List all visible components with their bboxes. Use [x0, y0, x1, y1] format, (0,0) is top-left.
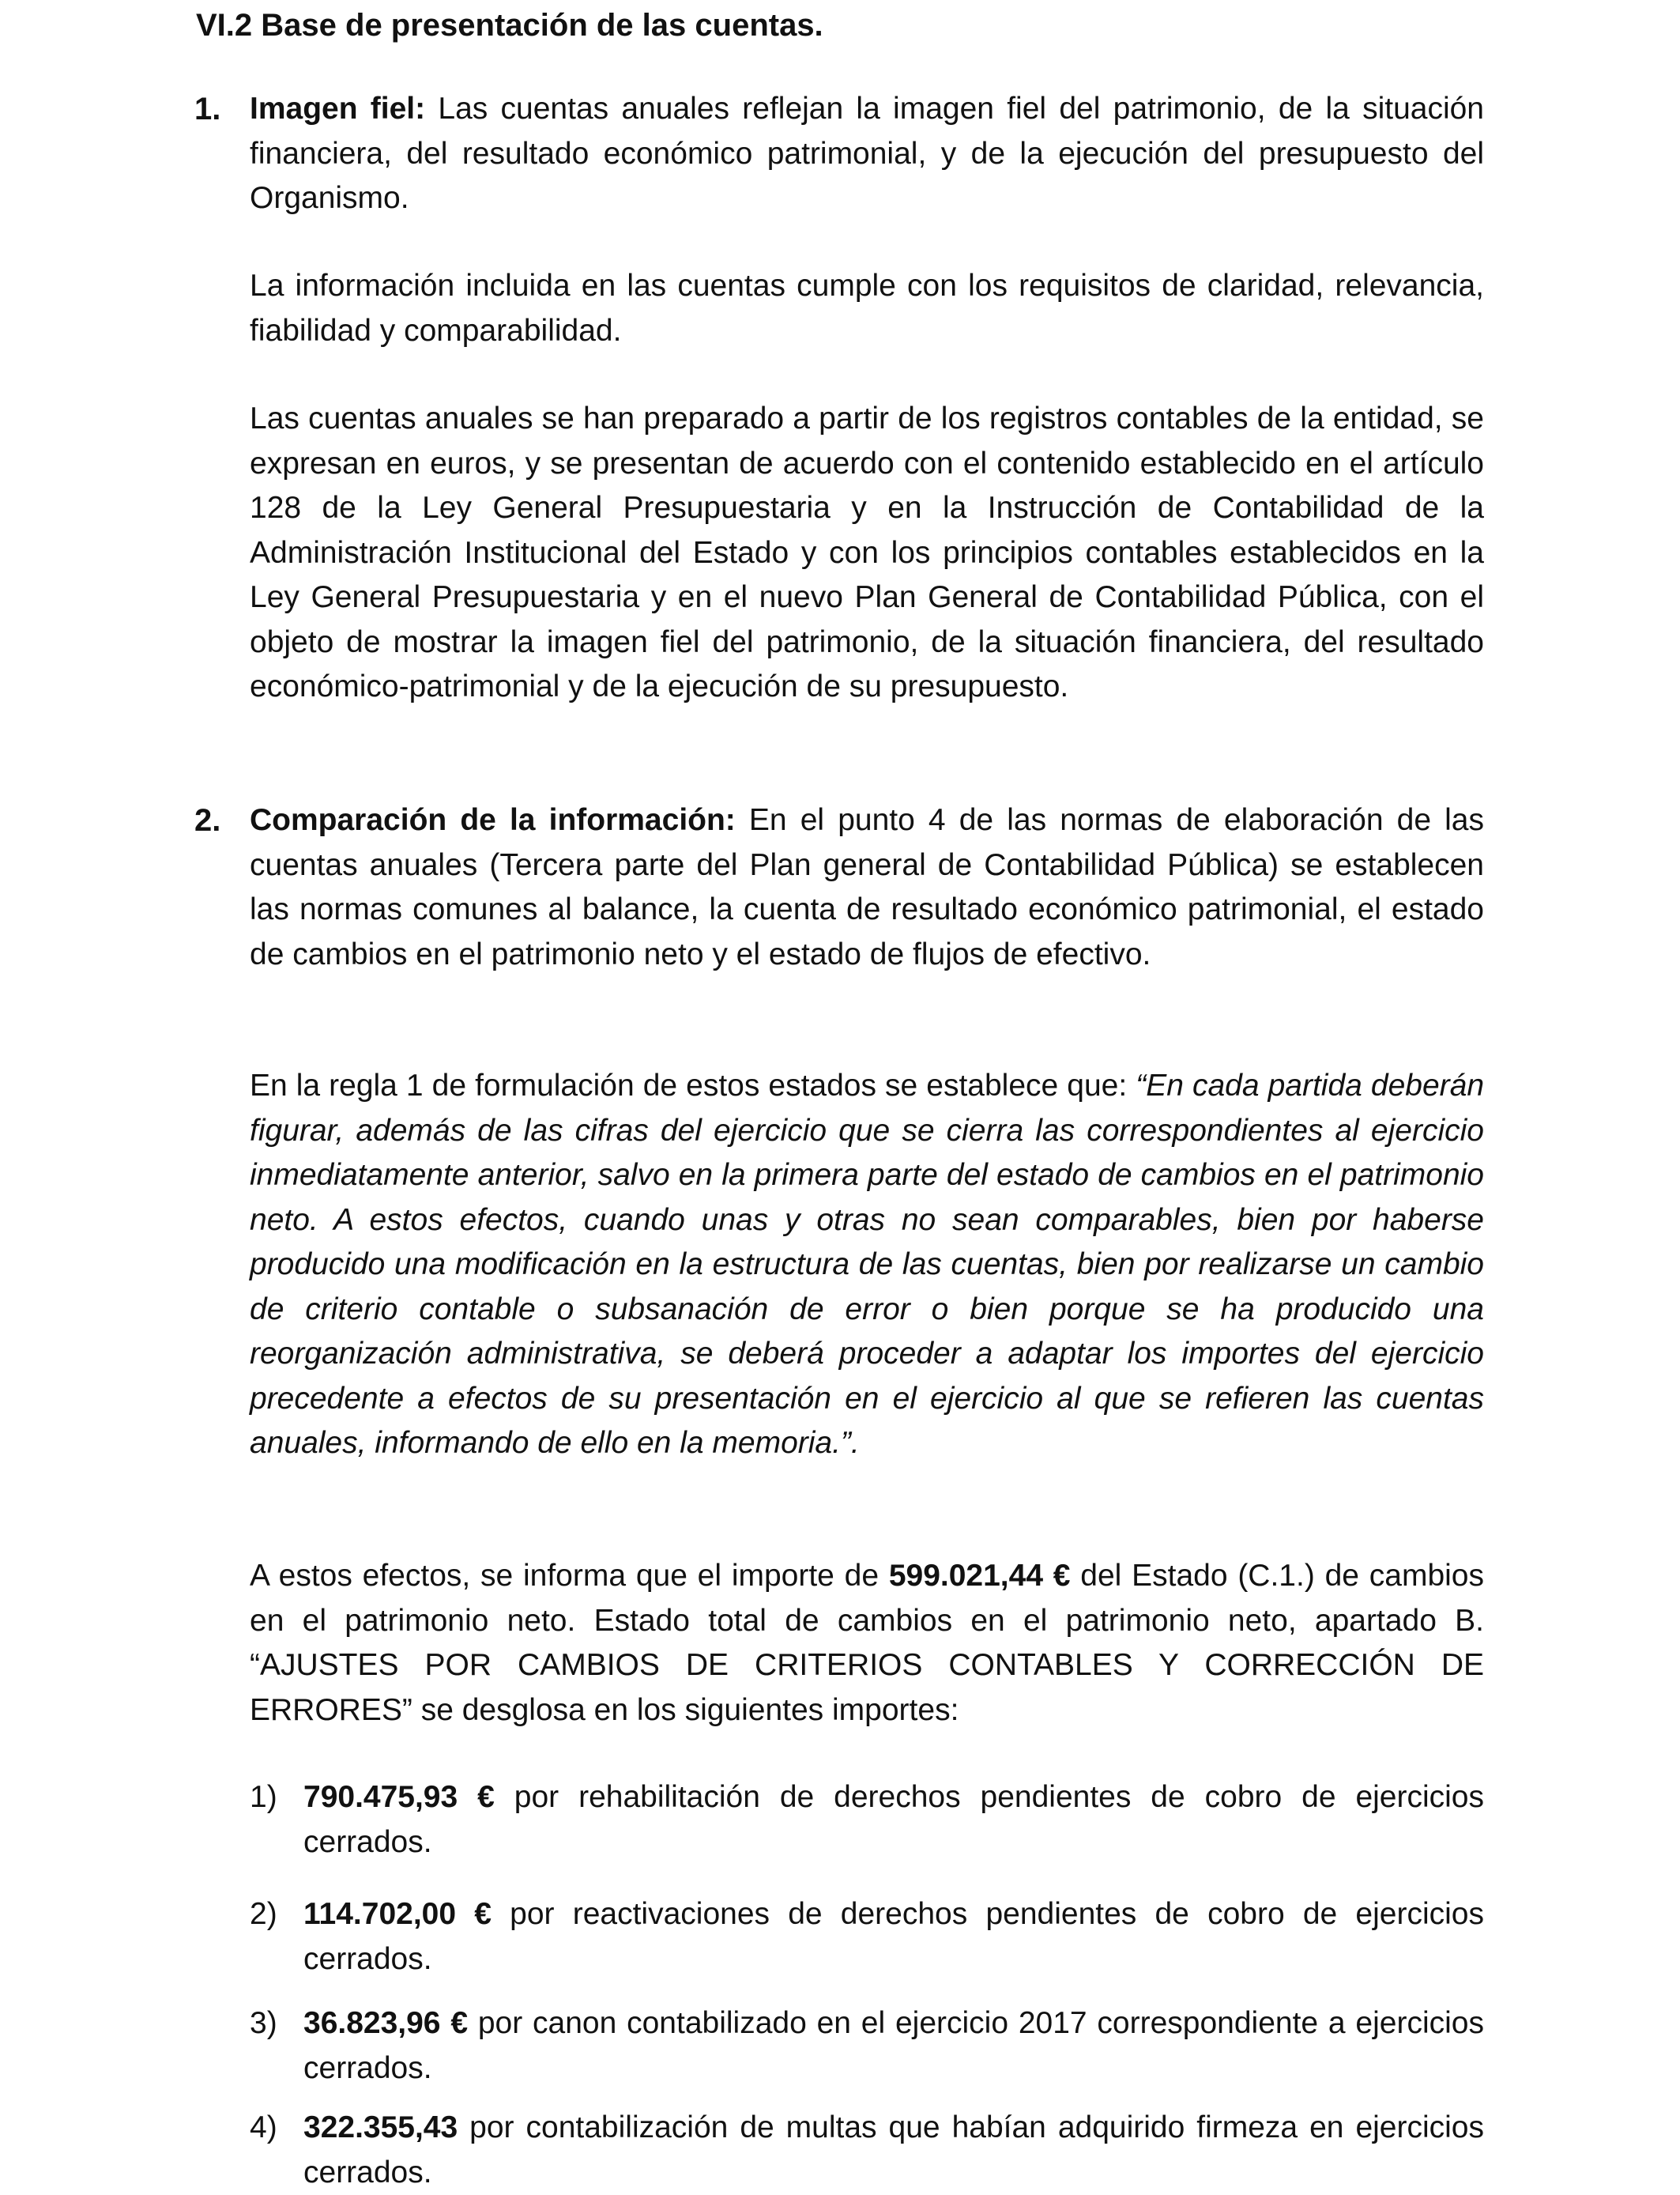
item-lead: En el punto 4 de las normas de elaboración de las cuentas anuales (Tercera parte del Plan general de Contabilidad Pública) se establecen las normas comunes al balance, la cuenta de resultado económico patrimonial, el estado de cambios en el patrimonio neto y el estado de flujos de efectivo.: [250, 803, 1484, 971]
list-item: [303, 1892, 1484, 1982]
list-item-number: 4): [250, 2110, 277, 2144]
amount-rest: del Estado (C.1.) de cambios en el patrimonio neto. Estado total de cambios en el patrimonio neto, apartado B. “AJUSTES POR CAMBIOS DE CRITERIOS CONTABLES Y CORRECCIÓN DE ERRORES” se desglosa en los siguientes importes:: [250, 1559, 1484, 1727]
quote-paragraph: [250, 1064, 1484, 1466]
list-item: [303, 2106, 1484, 2195]
list-item-amount: 114.702,00 €: [303, 1897, 492, 1931]
item-number: 2.: [194, 803, 221, 838]
list-item-number: 3): [250, 2006, 277, 2040]
total-amount: 599.021,44 €: [888, 1559, 1071, 1593]
list-item-amount: 790.475,93 €: [303, 1780, 495, 1814]
item-title: Comparación de la información:: [250, 803, 736, 837]
list-item-text: por canon contabilizado en el ejercicio 2017 correspondiente a ejercicios cerrados.: [303, 2006, 1484, 2085]
paragraph: Las cuentas anuales se han preparado a partir de los registros contables de la entidad, se expresan en euros, y se presentan de acuerdo con el contenido establecido en el artículo 128 de la Ley General Presupuestaria y en la Instrucción de Contabilidad de la Administración Institucional del Estado y con los principios contables establecidos en la Ley General Presupuestaria y en el nuevo Plan General de Contabilidad Pública, con el objeto de mostrar la imagen fiel del patrimonio, de la situación financiera, del resultado económico-patrimonial y de la ejecución de su presupuesto.: [250, 402, 1484, 703]
list-item-number: 2): [250, 1897, 277, 1931]
list-item-text: por rehabilitación de derechos pendientes de cobro de ejercicios cerrados.: [303, 1780, 1484, 1859]
list-item-amount: 322.355,43: [303, 2110, 458, 2144]
quote-intro: En la regla 1 de formulación de estos estados se establece que:: [250, 1069, 1136, 1103]
quote-text: “En cada partida deberán figurar, además de las cifras del ejercicio que se cierra las correspondientes al ejercicio inmediatamente anterior, salvo en la primera parte del estado de cambios en el patrimonio neto. A estos efectos, cuando unas y otras no sean comparables, bien por haberse producido una modificación en la estructura de las cuentas, bien por realizarse un cambio de criterio contable o subsanación de error o bien porque se ha producido una reorganización administrativa, se deberá proceder a adaptar los importes del ejercicio precedente a efectos de su presentación en el ejercicio al que se refieren las cuentas anuales, informando de ello en la memoria.”.: [250, 1069, 1485, 1460]
list-item-text: por contabilización de multas que habían adquirido firmeza en ejercicios cerrados.: [303, 2110, 1484, 2189]
item-title: Imagen fiel:: [250, 92, 426, 126]
section-title: VI.2 Base de presentación de las cuentas.: [196, 8, 823, 43]
amount-intro: A estos efectos, se informa que el importe de: [250, 1559, 889, 1593]
item-imagen-fiel: [250, 87, 1484, 221]
paragraph: La información incluida en las cuentas cumple con los requisitos de claridad, relevancia, fiabilidad y comparabilidad.: [250, 269, 1484, 348]
list-item-text: por reactivaciones de derechos pendientes de cobro de ejercicios cerrados.: [303, 1897, 1484, 1976]
list-item-number: 1): [250, 1780, 277, 1814]
item-number: 1.: [194, 92, 221, 126]
item-comparacion: [250, 798, 1484, 977]
amount-paragraph: [250, 1554, 1484, 1733]
list-item: [303, 2001, 1484, 2091]
list-item-amount: 36.823,96 €: [303, 2006, 469, 2040]
list-item: [303, 1775, 1484, 1865]
item-lead: Las cuentas anuales reflejan la imagen fiel del patrimonio, de la situación financiera, del resultado económico patrimonial, y de la ejecución del presupuesto del Organismo.: [250, 92, 1484, 215]
